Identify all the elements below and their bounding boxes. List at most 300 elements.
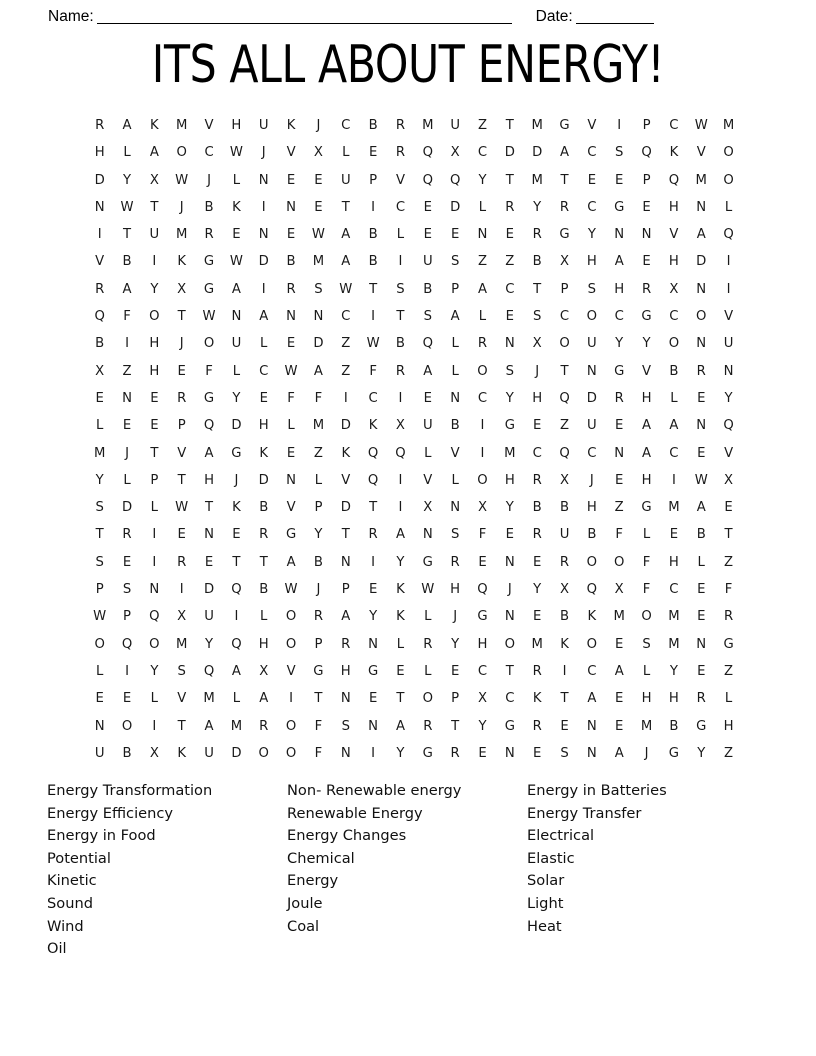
grid-cell[interactable]: N (149, 582, 160, 598)
grid-cell[interactable]: O (504, 636, 516, 652)
grid-cell[interactable]: E (505, 309, 514, 325)
grid-cell[interactable]: B (95, 336, 105, 352)
grid-cell[interactable]: H (231, 118, 242, 133)
grid-cell[interactable]: I (125, 336, 129, 352)
grid-cell[interactable]: E (396, 663, 405, 679)
grid-cell[interactable]: Y (205, 636, 214, 652)
grid-cell[interactable]: E (697, 609, 706, 625)
grid-cell[interactable]: W (421, 582, 435, 598)
grid-cell[interactable]: C (368, 390, 378, 406)
grid-cell[interactable]: P (451, 691, 460, 707)
grid-cell[interactable]: G (614, 363, 625, 379)
grid-cell[interactable]: N (477, 227, 488, 243)
grid-cell[interactable]: W (284, 582, 298, 598)
word-list-item[interactable]: Sound (47, 894, 93, 912)
grid-cell[interactable]: L (424, 445, 432, 461)
grid-cell[interactable]: Y (533, 582, 542, 598)
grid-cell[interactable]: T (560, 691, 569, 707)
grid-cell[interactable]: X (559, 254, 570, 270)
grid-cell[interactable]: R (95, 281, 105, 297)
grid-cell[interactable]: D (258, 472, 269, 488)
grid-cell[interactable]: Q (231, 636, 242, 652)
grid-cell[interactable]: V (395, 172, 405, 188)
grid-cell[interactable]: K (177, 745, 187, 761)
word-list-item[interactable]: Energy Transfer (527, 804, 642, 822)
grid-cell[interactable]: Q (723, 418, 734, 434)
grid-cell[interactable]: F (724, 582, 733, 598)
grid-cell[interactable]: W (120, 199, 134, 215)
grid-cell[interactable]: H (668, 554, 679, 570)
grid-cell[interactable]: P (123, 609, 131, 625)
grid-cell[interactable]: U (231, 336, 242, 352)
grid-cell[interactable]: U (94, 745, 105, 761)
grid-cell[interactable]: L (260, 336, 268, 352)
grid-cell[interactable]: S (396, 281, 405, 297)
grid-cell[interactable]: M (531, 118, 543, 133)
grid-cell[interactable]: V (642, 363, 652, 379)
grid-cell[interactable]: R (505, 199, 515, 215)
grid-cell[interactable]: O (477, 472, 488, 488)
grid-cell[interactable]: Y (95, 472, 104, 488)
grid-cell[interactable]: R (368, 527, 378, 543)
grid-cell[interactable]: R (341, 636, 351, 652)
grid-cell[interactable]: X (532, 336, 542, 352)
grid-cell[interactable]: Q (477, 582, 488, 598)
grid-cell[interactable]: E (615, 691, 624, 707)
word-list-item[interactable]: Oil (47, 940, 67, 958)
grid-cell[interactable]: N (122, 390, 132, 406)
grid-cell[interactable]: W (284, 363, 298, 379)
grid-cell[interactable]: J (316, 118, 321, 133)
grid-cell[interactable]: C (477, 663, 488, 679)
grid-cell[interactable]: N (340, 745, 351, 761)
grid-cell[interactable]: K (341, 445, 351, 461)
grid-cell[interactable]: V (177, 445, 187, 461)
grid-cell[interactable]: E (286, 172, 296, 188)
grid-cell[interactable]: M (668, 609, 680, 625)
grid-cell[interactable]: X (669, 281, 679, 297)
grid-cell[interactable]: M (422, 118, 434, 133)
grid-cell[interactable]: M (312, 254, 325, 270)
grid-cell[interactable]: E (95, 390, 104, 406)
grid-cell[interactable]: Y (396, 554, 405, 570)
grid-cell[interactable]: T (396, 309, 405, 325)
name-input-line[interactable] (97, 10, 512, 24)
grid-cell[interactable]: A (204, 718, 214, 734)
grid-cell[interactable]: O (285, 718, 297, 734)
grid-cell[interactable]: M (230, 718, 243, 734)
grid-cell[interactable]: D (203, 582, 215, 598)
grid-cell[interactable]: T (232, 554, 241, 570)
grid-cell[interactable]: N (614, 227, 625, 243)
grid-cell[interactable]: E (177, 363, 186, 379)
grid-cell[interactable]: Y (150, 663, 159, 679)
grid-cell[interactable]: E (423, 227, 432, 243)
grid-cell[interactable]: B (559, 609, 570, 625)
grid-cell[interactable]: A (395, 527, 405, 543)
grid-cell[interactable]: P (369, 172, 378, 188)
grid-cell[interactable]: A (696, 500, 706, 516)
grid-cell[interactable]: N (258, 227, 269, 243)
grid-cell[interactable]: J (589, 472, 594, 488)
grid-cell[interactable]: B (587, 527, 597, 543)
grid-cell[interactable]: C (669, 309, 679, 325)
grid-cell[interactable]: G (504, 418, 515, 434)
grid-cell[interactable]: V (587, 118, 597, 133)
grid-cell[interactable]: N (94, 718, 105, 734)
grid-cell[interactable]: U (450, 118, 460, 133)
grid-cell[interactable]: E (232, 227, 241, 243)
grid-cell[interactable]: J (125, 445, 129, 461)
grid-cell[interactable]: H (504, 472, 515, 488)
grid-cell[interactable]: L (232, 691, 241, 707)
grid-cell[interactable]: F (314, 390, 323, 406)
grid-cell[interactable]: F (314, 718, 323, 734)
grid-cell[interactable]: P (560, 281, 569, 297)
grid-cell[interactable]: I (617, 118, 622, 133)
grid-cell[interactable]: R (259, 718, 269, 734)
grid-cell[interactable]: Q (94, 309, 105, 325)
grid-cell[interactable]: Z (724, 663, 734, 679)
grid-cell[interactable]: Y (478, 718, 487, 734)
grid-cell[interactable]: H (668, 199, 679, 215)
grid-cell[interactable]: C (587, 199, 597, 215)
grid-cell[interactable]: E (423, 390, 432, 406)
grid-cell[interactable]: C (204, 145, 214, 161)
grid-cell[interactable]: R (532, 227, 542, 243)
word-list-item[interactable]: Potential (47, 849, 111, 867)
grid-cell[interactable]: I (371, 309, 376, 325)
grid-cell[interactable]: Z (559, 418, 570, 434)
grid-cell[interactable]: V (724, 309, 734, 325)
word-list-item[interactable]: Light (527, 894, 564, 912)
grid-cell[interactable]: N (258, 172, 269, 188)
grid-cell[interactable]: V (341, 472, 351, 488)
grid-cell[interactable]: L (396, 227, 405, 243)
grid-cell[interactable]: N (696, 281, 707, 297)
grid-cell[interactable]: P (642, 118, 651, 133)
grid-cell[interactable]: P (451, 281, 460, 297)
grid-cell[interactable]: G (231, 445, 242, 461)
grid-cell[interactable]: V (95, 254, 105, 270)
grid-cell[interactable]: N (696, 199, 707, 215)
word-list-item[interactable]: Energy Transformation (47, 782, 213, 799)
grid-cell[interactable]: E (177, 527, 186, 543)
grid-cell[interactable]: C (505, 691, 515, 707)
word-list-item[interactable]: Non- Renewable energy (287, 782, 462, 799)
grid-cell[interactable]: H (586, 254, 597, 270)
grid-cell[interactable]: N (340, 554, 351, 570)
grid-cell[interactable]: M (695, 172, 707, 188)
grid-cell[interactable]: U (149, 227, 160, 243)
grid-cell[interactable]: V (669, 227, 679, 243)
grid-cell[interactable]: I (152, 718, 157, 734)
grid-cell[interactable]: R (532, 718, 542, 734)
grid-cell[interactable]: C (587, 445, 597, 461)
grid-cell[interactable]: B (313, 554, 323, 570)
grid-cell[interactable]: I (398, 254, 403, 270)
grid-cell[interactable]: Q (422, 172, 433, 188)
grid-cell[interactable]: E (560, 718, 569, 734)
grid-cell[interactable]: S (177, 663, 186, 679)
grid-cell[interactable]: D (121, 500, 133, 516)
grid-cell[interactable]: V (286, 663, 296, 679)
grid-cell[interactable]: R (559, 554, 570, 570)
grid-cell[interactable]: T (341, 527, 350, 543)
grid-cell[interactable]: O (723, 172, 734, 188)
grid-cell[interactable]: F (478, 527, 487, 543)
grid-cell[interactable]: V (204, 118, 214, 133)
grid-cell[interactable]: E (450, 227, 460, 243)
grid-cell[interactable]: U (422, 418, 433, 434)
grid-cell[interactable]: C (559, 309, 570, 325)
grid-cell[interactable]: Y (615, 336, 624, 352)
grid-cell[interactable]: Q (449, 172, 461, 188)
grid-cell[interactable]: T (560, 172, 569, 188)
grid-cell[interactable]: B (696, 527, 706, 543)
grid-cell[interactable]: Y (451, 636, 460, 652)
grid-cell[interactable]: B (122, 745, 132, 761)
grid-cell[interactable]: O (641, 609, 652, 625)
grid-cell[interactable]: X (395, 418, 405, 434)
grid-cell[interactable]: N (422, 527, 433, 543)
grid-cell[interactable]: O (285, 636, 297, 652)
grid-cell[interactable]: O (668, 336, 680, 352)
grid-cell[interactable]: H (641, 390, 652, 406)
grid-cell[interactable]: W (694, 472, 708, 488)
grid-cell[interactable]: B (423, 281, 433, 297)
grid-cell[interactable]: L (232, 363, 241, 379)
grid-cell[interactable]: Q (149, 609, 160, 625)
grid-cell[interactable]: W (93, 609, 107, 625)
grid-cell[interactable]: G (668, 745, 679, 761)
grid-cell[interactable]: S (450, 254, 460, 270)
grid-cell[interactable]: N (286, 199, 297, 215)
grid-cell[interactable]: V (450, 445, 460, 461)
grid-cell[interactable]: T (533, 281, 542, 297)
grid-cell[interactable]: H (204, 472, 214, 488)
grid-cell[interactable]: I (562, 663, 567, 679)
grid-cell[interactable]: J (453, 609, 458, 625)
grid-cell[interactable]: J (179, 336, 184, 352)
grid-cell[interactable]: G (559, 227, 570, 243)
grid-cell[interactable]: N (504, 745, 515, 761)
grid-cell[interactable]: E (697, 582, 706, 598)
word-list-item[interactable]: Renewable Energy (287, 804, 423, 822)
grid-cell[interactable]: J (535, 363, 540, 379)
grid-cell[interactable]: Y (505, 500, 514, 516)
grid-cell[interactable]: T (724, 527, 733, 543)
grid-cell[interactable]: X (95, 363, 105, 379)
grid-cell[interactable]: N (504, 554, 515, 570)
word-list-item[interactable]: Energy (287, 872, 339, 890)
grid-cell[interactable]: O (723, 145, 734, 161)
grid-cell[interactable]: D (450, 199, 461, 215)
grid-cell[interactable]: Z (724, 554, 734, 570)
grid-cell[interactable]: T (451, 718, 460, 734)
grid-cell[interactable]: I (289, 691, 294, 707)
grid-cell[interactable]: T (314, 691, 323, 707)
grid-cell[interactable]: L (150, 500, 159, 516)
grid-cell[interactable]: L (150, 691, 159, 707)
grid-cell[interactable]: R (259, 527, 269, 543)
grid-cell[interactable]: Q (395, 445, 406, 461)
grid-cell[interactable]: E (505, 227, 514, 243)
grid-cell[interactable]: A (669, 418, 679, 434)
grid-cell[interactable]: I (398, 472, 403, 488)
grid-cell[interactable]: L (451, 363, 459, 379)
grid-cell[interactable]: L (478, 199, 487, 215)
grid-cell[interactable]: S (450, 527, 460, 543)
grid-cell[interactable]: I (480, 418, 485, 434)
grid-cell[interactable]: R (532, 527, 542, 543)
grid-cell[interactable]: X (177, 281, 187, 297)
grid-cell[interactable]: T (177, 472, 186, 488)
grid-cell[interactable]: O (258, 745, 269, 761)
grid-cell[interactable]: Z (477, 254, 487, 270)
grid-cell[interactable]: T (505, 172, 514, 188)
grid-cell[interactable]: X (423, 500, 433, 516)
grid-cell[interactable]: Q (231, 582, 242, 598)
grid-cell[interactable]: A (642, 418, 652, 434)
grid-cell[interactable]: T (150, 199, 159, 215)
word-list-item[interactable]: Joule (287, 894, 323, 912)
grid-cell[interactable]: R (450, 745, 460, 761)
grid-cell[interactable]: E (697, 445, 706, 461)
grid-cell[interactable]: H (532, 390, 543, 406)
grid-cell[interactable]: H (258, 636, 269, 652)
grid-cell[interactable]: Q (367, 472, 379, 488)
grid-cell[interactable]: L (287, 418, 295, 434)
grid-cell[interactable]: Q (422, 336, 433, 352)
grid-cell[interactable]: I (125, 663, 129, 679)
grid-cell[interactable]: U (340, 172, 351, 188)
grid-cell[interactable]: M (176, 227, 188, 243)
grid-cell[interactable]: H (149, 336, 160, 352)
grid-cell[interactable]: K (368, 418, 378, 434)
grid-cell[interactable]: B (368, 254, 378, 270)
grid-cell[interactable]: N (340, 691, 351, 707)
grid-cell[interactable]: R (313, 609, 323, 625)
word-list-item[interactable]: Wind (47, 917, 84, 935)
grid-cell[interactable]: I (671, 472, 676, 488)
grid-cell[interactable]: T (95, 527, 104, 543)
grid-cell[interactable]: B (559, 500, 570, 516)
grid-cell[interactable]: Q (121, 636, 133, 652)
grid-cell[interactable]: C (669, 118, 679, 133)
word-list-item[interactable]: Electrical (527, 827, 595, 845)
grid-cell[interactable]: I (152, 554, 157, 570)
grid-cell[interactable]: W (311, 227, 325, 243)
grid-cell[interactable]: Q (641, 145, 652, 161)
grid-cell[interactable]: C (259, 363, 269, 379)
grid-cell[interactable]: N (696, 636, 707, 652)
grid-cell[interactable]: E (122, 691, 132, 707)
word-list-item[interactable]: Heat (527, 917, 562, 935)
grid-cell[interactable]: G (696, 718, 707, 734)
grid-cell[interactable]: X (614, 582, 624, 598)
grid-cell[interactable]: E (533, 418, 542, 434)
grid-cell[interactable]: B (259, 582, 269, 598)
grid-cell[interactable]: Y (232, 390, 241, 406)
grid-cell[interactable]: P (95, 582, 104, 598)
grid-cell[interactable]: Q (422, 145, 433, 161)
grid-cell[interactable]: A (341, 609, 351, 625)
grid-cell[interactable]: O (586, 309, 598, 325)
grid-cell[interactable]: R (423, 636, 433, 652)
grid-cell[interactable]: O (121, 718, 133, 734)
grid-cell[interactable]: T (177, 718, 186, 734)
grid-cell[interactable]: U (723, 336, 734, 352)
grid-cell[interactable]: N (368, 636, 379, 652)
grid-cell[interactable]: S (341, 718, 350, 734)
grid-cell[interactable]: H (477, 636, 488, 652)
grid-cell[interactable]: N (696, 336, 707, 352)
grid-cell[interactable]: T (505, 663, 514, 679)
grid-cell[interactable]: Z (614, 500, 624, 516)
grid-cell[interactable]: D (340, 418, 351, 434)
grid-cell[interactable]: R (641, 281, 652, 297)
grid-cell[interactable]: Y (396, 745, 405, 761)
grid-cell[interactable]: Y (587, 227, 596, 243)
grid-cell[interactable]: C (669, 445, 679, 461)
grid-cell[interactable]: X (559, 472, 570, 488)
grid-cell[interactable]: B (368, 227, 378, 243)
grid-cell[interactable]: M (176, 636, 188, 652)
grid-cell[interactable]: R (395, 118, 406, 133)
grid-cell[interactable]: A (259, 309, 269, 325)
grid-cell[interactable]: Q (203, 663, 215, 679)
grid-cell[interactable]: S (423, 309, 432, 325)
grid-cell[interactable]: D (586, 390, 597, 406)
grid-cell[interactable]: C (341, 309, 351, 325)
grid-cell[interactable]: S (95, 500, 104, 516)
grid-cell[interactable]: P (642, 172, 651, 188)
grid-cell[interactable]: L (95, 663, 104, 679)
grid-cell[interactable]: T (177, 309, 186, 325)
grid-cell[interactable]: E (122, 418, 132, 434)
grid-cell[interactable]: E (697, 390, 706, 406)
grid-cell[interactable]: Z (724, 745, 734, 761)
grid-cell[interactable]: E (423, 199, 432, 215)
grid-cell[interactable]: E (615, 636, 624, 652)
grid-cell[interactable]: U (587, 336, 597, 352)
grid-cell[interactable]: B (450, 418, 460, 434)
grid-cell[interactable]: K (587, 609, 597, 625)
grid-cell[interactable]: W (229, 145, 243, 161)
grid-cell[interactable]: L (424, 609, 432, 625)
grid-cell[interactable]: E (505, 527, 514, 543)
grid-cell[interactable]: X (559, 582, 570, 598)
grid-cell[interactable]: L (697, 554, 705, 570)
grid-cell[interactable]: Y (122, 172, 132, 188)
grid-cell[interactable]: N (450, 390, 461, 406)
grid-cell[interactable]: R (696, 691, 706, 707)
grid-cell[interactable]: R (122, 527, 132, 543)
grid-cell[interactable]: Y (369, 609, 378, 625)
grid-cell[interactable]: E (95, 691, 104, 707)
grid-cell[interactable]: V (724, 445, 734, 461)
grid-cell[interactable]: S (95, 554, 104, 570)
grid-cell[interactable]: E (259, 390, 268, 406)
grid-cell[interactable]: A (614, 745, 624, 761)
grid-cell[interactable]: C (477, 145, 488, 161)
grid-cell[interactable]: Q (203, 418, 215, 434)
word-list-item[interactable]: Coal (287, 917, 320, 935)
grid-cell[interactable]: D (231, 418, 242, 434)
grid-cell[interactable]: M (668, 636, 680, 652)
grid-cell[interactable]: U (204, 745, 214, 761)
